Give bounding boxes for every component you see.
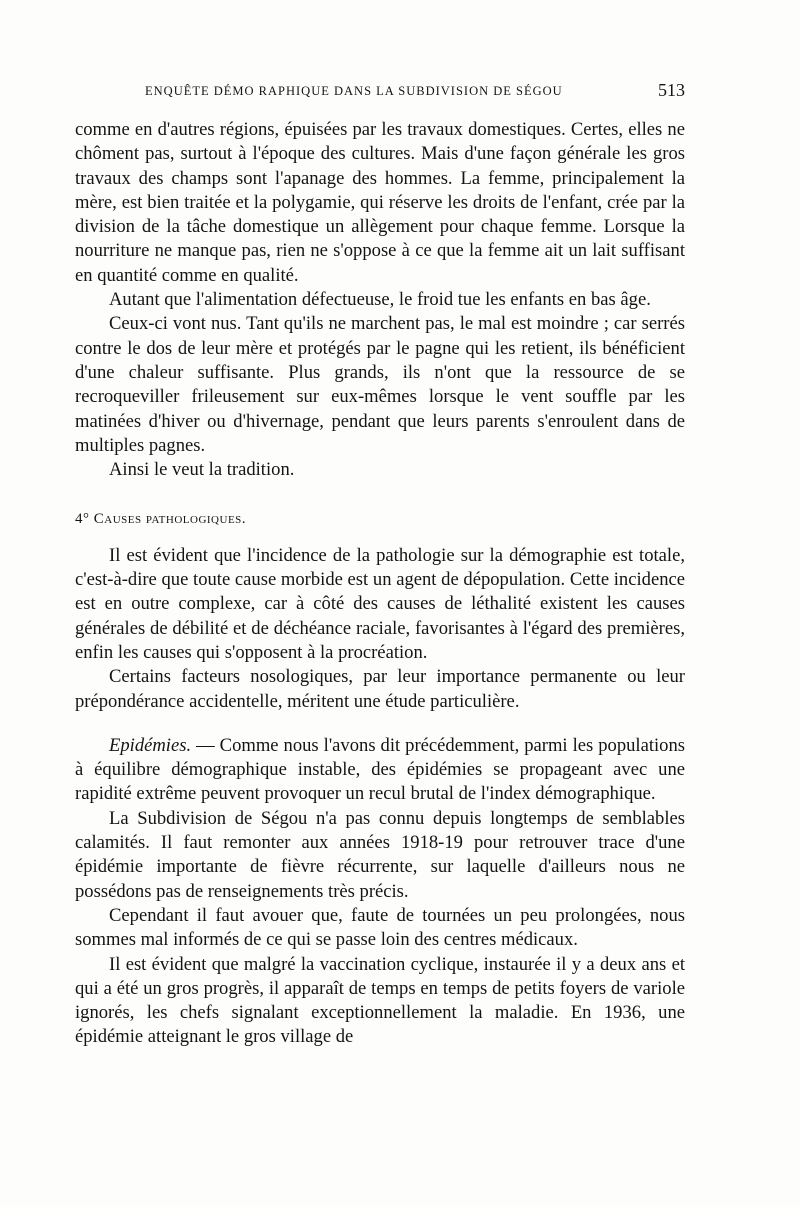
page-header bbox=[145, 80, 685, 102]
paragraph: Cependant il faut avouer que, faute de tournées un peu prolongées, nous sommes mal informés de ce qui se passe loin des centres médicaux. bbox=[75, 904, 685, 951]
page-number: 513 bbox=[658, 80, 685, 100]
section-title: Causes pathologiques. bbox=[93, 511, 247, 528]
section-number: 4° bbox=[75, 511, 90, 528]
paragraph: Ainsi le veut la tradition. bbox=[109, 459, 295, 481]
paragraph: comme en d'autres régions, épuisées par les travaux domestiques. Certes, elles ne chôment pas, surtout à l'époque des cultures. Mais d'une façon générale les gros travaux des champs sont l'apanage des hommes. La femme, principalement la mère, est bien traitée et la polygamie, qui réserve les droits de l'enfant, crée par la division de la tâche domestique un allègement pour chaque femme. Lorsque la nourriture ne manque pas, rien ne s'oppose à ce que la femme ait un lait suffisant en quantité comme en qualité. bbox=[75, 119, 685, 286]
paragraph: Il est évident que l'incidence de la pathologie sur la démographie est totale, c'est-à-dire que toute cause morbide est un agent de dépopulation. Cette incidence est en outre complexe, car à côté des causes de léthalité existent les causes générales de débilité et de déchéance raciale, favorisantes à l'égard des premières, enfin les causes qui s'opposent à la procréation. bbox=[75, 544, 685, 663]
paragraph: La Subdivision de Ségou n'a pas connu depuis longtemps de semblables calamités. Il faut remonter aux années 1918-19 pour retrouver trace d'une épidémie importante de fièvre récurrente, sur laquelle d'ailleurs nous ne possédons pas de renseignements très précis. bbox=[75, 807, 685, 902]
paragraph: Certains facteurs nosologiques, par leur importance permanente ou leur prépondérance accidentelle, méritent une étude particulière. bbox=[75, 666, 685, 712]
subsection-lead: Epidémies. bbox=[109, 734, 192, 756]
paragraph: Autant que l'alimentation défectueuse, le froid tue les enfants en bas âge. bbox=[109, 289, 651, 311]
paragraph: Il est évident que malgré la vaccination cyclique, instaurée il y a deux ans et qui a été un gros progrès, il apparaît de temps en temps de petits foyers de variole ignorés, les chefs signalant exceptionnellement la maladie. En 1936, une épidémie atteignant le gros village de bbox=[75, 953, 685, 1048]
paragraph: Ceux-ci vont nus. Tant qu'ils ne marchent pas, le mal est moindre ; car serrés contre le dos de leur mère et protégés par le pagne qui les retient, ils bénéficient d'une chaleur suffisante. Plus grands, ils n'ont que la ressource de se recroqueviller frileusement sur eux-mêmes lorsque le vent souffle par les matinées d'hiver ou d'hivernage, pendant que leurs parents s'enroulent dans de multiples pagnes. bbox=[75, 313, 685, 456]
paragraph bbox=[75, 734, 685, 807]
running-head: ENQUÊTE DÉMO RAPHIQUE DANS LA SUBDIVISION DE SÉGOU bbox=[145, 84, 563, 98]
body-text bbox=[75, 118, 685, 1050]
section-heading bbox=[75, 507, 685, 531]
paragraph-text: — Comme nous l'avons dit précédemment, parmi les populations à équilibre démographique instable, des épidémies se propageant avec une rapidité extrême peuvent provoquer un recul brutal de l'index démographique. bbox=[75, 734, 685, 805]
